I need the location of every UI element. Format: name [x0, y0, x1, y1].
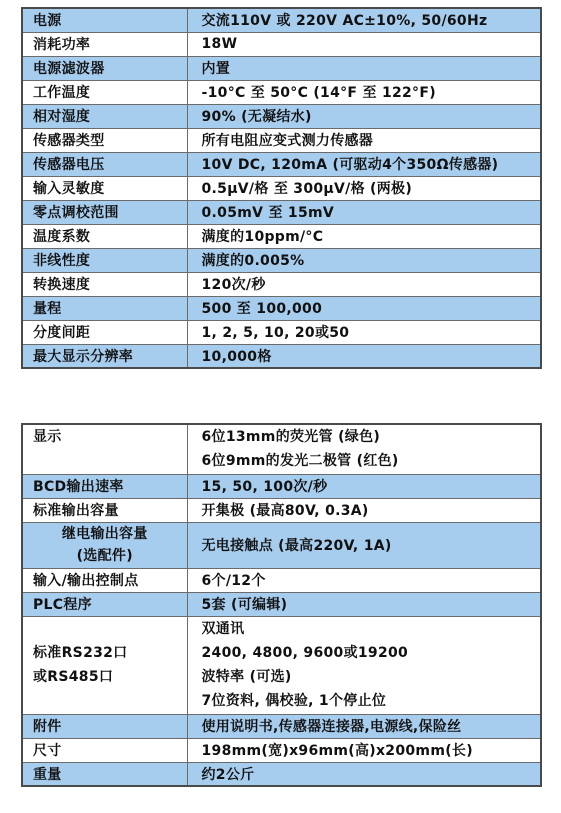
table-row — [22, 104, 541, 128]
spec-label: 零点调校范围 — [22, 200, 187, 224]
spec-value: 198mm(宽)x96mm(高)x200mm(长) — [187, 738, 541, 762]
table-row — [22, 522, 541, 568]
table-row — [22, 176, 541, 200]
spec-label: 传感器电压 — [22, 152, 187, 176]
table-row — [22, 272, 541, 296]
table-row — [22, 200, 541, 224]
table-row — [22, 56, 541, 80]
spec-value: 6个/12个 — [187, 568, 541, 592]
spec-value: 0.5μV/格 至 300μV/格 (两极) — [187, 176, 541, 200]
spec-value: 6位13mm的荧光管 (绿色) 6位9mm的发光二极管 (红色) — [187, 424, 541, 474]
spec-table-2 — [21, 423, 542, 787]
table-row — [22, 32, 541, 56]
spec-value: 无电接触点 (最高220V, 1A) — [187, 522, 541, 568]
table-row — [22, 592, 541, 616]
spec-value: 90% (无凝结水) — [187, 104, 541, 128]
spec-label: 电源 — [22, 8, 187, 32]
spec-value: 1, 2, 5, 10, 20或50 — [187, 320, 541, 344]
spec-label: 标准输出容量 — [22, 498, 187, 522]
spec-label: 相对湿度 — [22, 104, 187, 128]
table-row — [22, 344, 541, 368]
spec-label: 输入/输出控制点 — [22, 568, 187, 592]
table-row — [22, 498, 541, 522]
spec-value: 交流110V 或 220V AC±10%, 50/60Hz — [187, 8, 541, 32]
table-row — [22, 762, 541, 786]
spec-value: 使用说明书,传感器连接器,电源线,保险丝 — [187, 714, 541, 738]
table-row — [22, 474, 541, 498]
table-row — [22, 714, 541, 738]
table-row — [22, 224, 541, 248]
spec-label: 最大显示分辨率 — [22, 344, 187, 368]
spec-label: 尺寸 — [22, 738, 187, 762]
spec-value: 120次/秒 — [187, 272, 541, 296]
spec-label: 输入灵敏度 — [22, 176, 187, 200]
table-row — [22, 424, 541, 474]
spec-label: 附件 — [22, 714, 187, 738]
table-row — [22, 152, 541, 176]
spec-value: 500 至 100,000 — [187, 296, 541, 320]
spec-value: 开集极 (最高80V, 0.3A) — [187, 498, 541, 522]
spec-label: 传感器类型 — [22, 128, 187, 152]
spec-label: 继电输出容量 (选配件) — [22, 522, 187, 568]
spec-value: 约2公斤 — [187, 762, 541, 786]
spec-value: -10°C 至 50°C (14°F 至 122°F) — [187, 80, 541, 104]
table-row — [22, 128, 541, 152]
spec-label: 非线性度 — [22, 248, 187, 272]
table-row — [22, 738, 541, 762]
table-row — [22, 80, 541, 104]
spec-value: 所有电阻应变式测力传感器 — [187, 128, 541, 152]
spec-label: 分度间距 — [22, 320, 187, 344]
spec-label: 标准RS232口 或RS485口 — [22, 616, 187, 714]
spec-label: 转换速度 — [22, 272, 187, 296]
spec-table-1-body — [22, 8, 541, 368]
spec-label: 重量 — [22, 762, 187, 786]
table-row — [22, 8, 541, 32]
spec-value: 10,000格 — [187, 344, 541, 368]
spec-value: 满度的0.005% — [187, 248, 541, 272]
spec-label: 量程 — [22, 296, 187, 320]
spec-value: 内置 — [187, 56, 541, 80]
spec-label: 工作温度 — [22, 80, 187, 104]
spec-table-1 — [21, 7, 542, 369]
table-row — [22, 296, 541, 320]
spec-label: 显示 — [22, 424, 187, 474]
table-row — [22, 320, 541, 344]
spec-label: PLC程序 — [22, 592, 187, 616]
table-row — [22, 616, 541, 714]
spec-value: 双通讯 2400, 4800, 9600或19200 波特率 (可选) 7位资料, 偶校验, 1个停止位 — [187, 616, 541, 714]
spec-label: 温度系数 — [22, 224, 187, 248]
spec-label: 电源滤波器 — [22, 56, 187, 80]
spec-value: 10V DC, 120mA (可驱动4个350Ω传感器) — [187, 152, 541, 176]
spec-value: 满度的10ppm/°C — [187, 224, 541, 248]
spec-label: BCD输出速率 — [22, 474, 187, 498]
table-row — [22, 568, 541, 592]
spec-label: 消耗功率 — [22, 32, 187, 56]
spec-value: 0.05mV 至 15mV — [187, 200, 541, 224]
spec-value: 15, 50, 100次/秒 — [187, 474, 541, 498]
spec-value: 18W — [187, 32, 541, 56]
table-row — [22, 248, 541, 272]
spec-value: 5套 (可编辑) — [187, 592, 541, 616]
